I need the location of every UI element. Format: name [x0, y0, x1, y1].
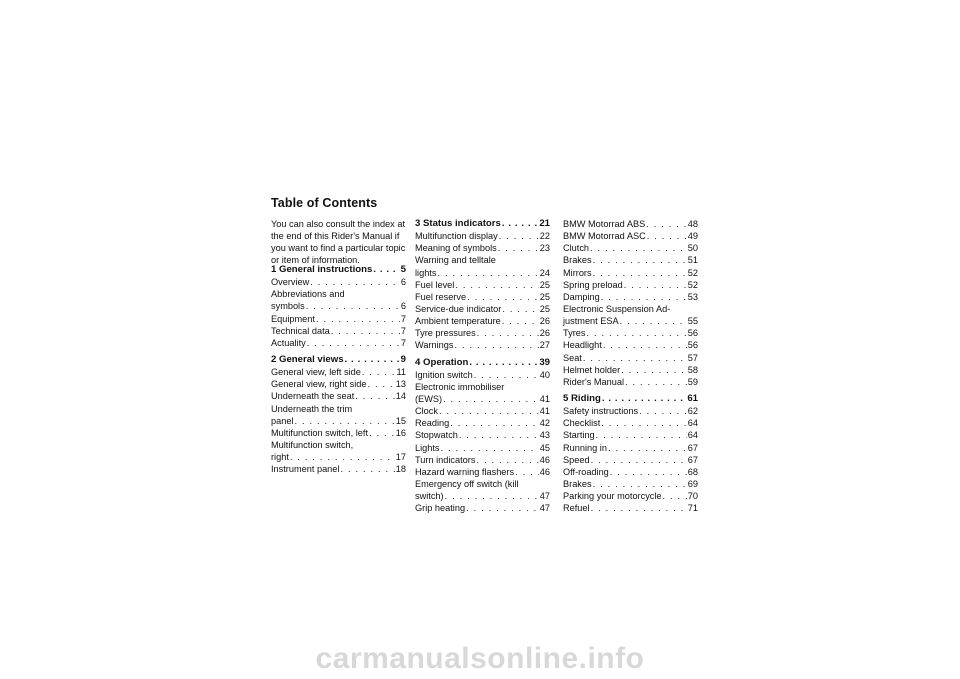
toc-entry[interactable]	[271, 325, 406, 337]
toc-page-number: 21	[539, 218, 550, 229]
dot-leader	[294, 415, 394, 427]
dot-leader	[316, 313, 400, 325]
toc-page-number: 43	[539, 430, 550, 441]
toc-entry[interactable]	[271, 337, 406, 349]
toc-page-number: 18	[395, 464, 406, 475]
toc-page-number: 56	[687, 340, 698, 351]
dot-leader	[499, 230, 539, 242]
toc-entry[interactable]	[271, 366, 406, 378]
toc-page-number: 59	[687, 376, 698, 387]
toc-chapter-heading[interactable]	[415, 218, 550, 230]
toc-page-number: 48	[687, 219, 698, 229]
toc-entry[interactable]	[271, 300, 406, 312]
dot-leader	[441, 442, 539, 454]
toc-entry-label: Reading	[415, 418, 450, 429]
toc-entry-label: Checklist	[563, 418, 601, 429]
toc-page-number: 13	[395, 379, 406, 390]
dot-leader	[466, 502, 539, 514]
toc-entry-label: justment ESA	[563, 316, 619, 327]
toc-entry-label: Ambient temperature	[415, 316, 501, 327]
toc-page-number: 45	[539, 442, 550, 453]
toc-page-number: 41	[539, 406, 550, 417]
dot-leader	[437, 267, 538, 279]
dot-leader	[602, 393, 686, 405]
toc-entry[interactable]	[271, 463, 406, 475]
toc-entry[interactable]	[415, 490, 550, 502]
toc-entry[interactable]	[415, 466, 550, 478]
toc-page-number: 67	[687, 454, 698, 465]
intro-line: You can also consult the index at	[271, 219, 405, 229]
toc-page-number: 40	[539, 369, 550, 380]
toc-entry[interactable]	[563, 254, 698, 266]
toc-entry[interactable]	[563, 502, 698, 514]
toc-entry-label: Warnings	[415, 340, 454, 351]
toc-entry-label: BMW Motorrad ASC	[563, 231, 646, 242]
dot-leader	[373, 264, 399, 276]
toc-page-number: 27	[539, 340, 550, 351]
dot-leader	[624, 279, 687, 291]
dot-leader	[591, 502, 687, 514]
toc-entry[interactable]	[563, 230, 698, 242]
dot-leader	[621, 364, 687, 376]
toc-entry[interactable]	[415, 454, 550, 466]
dot-leader	[443, 393, 539, 405]
toc-entry-label: Helmet holder	[563, 364, 621, 375]
toc-entry[interactable]	[563, 490, 698, 502]
toc-entry-label: Mirrors	[563, 267, 592, 278]
toc-page-number: 51	[687, 255, 698, 266]
toc-entry[interactable]	[415, 502, 550, 514]
toc-entry-label: Overview	[271, 277, 310, 288]
dot-leader	[625, 376, 687, 388]
toc-entry-line[interactable]: Warning and telltale	[415, 255, 496, 266]
toc-entry[interactable]	[415, 230, 550, 242]
toc-entry[interactable]	[415, 442, 550, 454]
toc-entry-line[interactable]: Emergency off switch (kill	[415, 478, 519, 489]
toc-page-number: 47	[539, 503, 550, 514]
toc-page-number: 7	[400, 325, 406, 336]
dot-leader	[306, 300, 400, 312]
toc-entry-label: Meaning of symbols	[415, 243, 497, 254]
toc-page-number: 69	[687, 478, 698, 489]
dot-leader	[663, 490, 687, 502]
toc-page-number: 17	[395, 452, 406, 463]
toc-entry[interactable]	[271, 427, 406, 439]
toc-entry-label: Instrument panel	[271, 464, 340, 475]
toc-entry-label: lights	[415, 267, 437, 278]
toc-entry[interactable]	[563, 429, 698, 441]
toc-page-number: 9	[400, 353, 406, 365]
toc-entry-line[interactable]: Multifunction switch,	[271, 439, 354, 450]
dot-leader	[331, 325, 400, 337]
toc-page-number: 41	[539, 393, 550, 404]
dot-leader	[583, 352, 687, 364]
toc-page-number: 57	[687, 352, 698, 363]
toc-page-number: 68	[687, 466, 698, 477]
toc-entry[interactable]	[415, 242, 550, 254]
dot-leader	[455, 279, 538, 291]
toc-entry-label: Seat	[563, 352, 582, 363]
toc-entry[interactable]	[563, 352, 698, 364]
toc-entry[interactable]	[563, 466, 698, 478]
toc-page-number: 7	[400, 337, 406, 348]
dot-leader	[593, 254, 687, 266]
dot-leader	[601, 291, 687, 303]
dot-leader	[596, 429, 687, 441]
toc-page-number: 25	[539, 279, 550, 290]
toc-page-number: 22	[539, 231, 550, 242]
dot-leader	[368, 378, 395, 390]
dot-leader	[502, 315, 539, 327]
toc-entry-label: Speed	[563, 454, 590, 465]
toc-entry[interactable]	[415, 429, 550, 441]
toc-page-number: 64	[687, 418, 698, 429]
dot-leader	[476, 454, 538, 466]
toc-entry-label: Ignition switch	[415, 369, 473, 380]
toc-entry-label: Tyres	[563, 328, 586, 339]
toc-page-number: 47	[539, 491, 550, 502]
dot-leader	[467, 291, 539, 303]
toc-entry-label: Brakes	[563, 478, 592, 489]
dot-leader	[502, 303, 538, 315]
toc-page-number: 39	[539, 356, 550, 368]
dot-leader	[469, 357, 538, 369]
toc-page-number: 42	[539, 418, 550, 429]
toc-page-number: 15	[395, 415, 406, 426]
dot-leader	[340, 463, 394, 475]
dot-leader	[345, 354, 400, 366]
toc-page-number: 53	[687, 291, 698, 302]
toc-entry-label: Headlight	[563, 340, 602, 351]
dot-leader	[590, 242, 687, 254]
toc-entry[interactable]	[415, 279, 550, 291]
toc-entry[interactable]	[563, 478, 698, 490]
intro-line: or item of information.	[271, 255, 360, 266]
toc-entry-label: Spring preload	[563, 279, 623, 290]
dot-leader	[498, 242, 539, 254]
toc-entry[interactable]	[415, 417, 550, 429]
toc-page-number: 24	[539, 267, 550, 278]
toc-page-number: 61	[687, 392, 698, 404]
toc-entry[interactable]	[271, 390, 406, 402]
toc-entry[interactable]	[563, 339, 698, 351]
toc-entry-label: 5 Riding	[563, 392, 601, 404]
toc-page-number: 25	[539, 303, 550, 314]
dot-leader	[515, 466, 539, 478]
toc-entry[interactable]	[563, 442, 698, 454]
dot-leader	[310, 276, 400, 288]
toc-entry-line[interactable]: Electronic Suspension Ad-	[563, 303, 671, 314]
toc-page-number: 58	[687, 364, 698, 375]
dot-leader	[459, 429, 539, 441]
toc-page-number: 11	[396, 367, 406, 378]
dot-leader	[445, 490, 539, 502]
dot-leader	[586, 327, 686, 339]
toc-page-number: 52	[687, 267, 698, 278]
toc-entry-label: Multifunction switch, left	[271, 427, 369, 438]
dot-leader	[647, 230, 687, 242]
intro-line: you want to find a particular topic	[271, 243, 406, 254]
toc-page-number: 52	[687, 279, 698, 290]
toc-entry[interactable]	[563, 267, 698, 279]
toc-entry[interactable]	[415, 291, 550, 303]
toc-entry-label: Tyre pressures	[415, 328, 476, 339]
toc-page-number: 25	[539, 291, 550, 302]
toc-page-number: 55	[687, 316, 698, 327]
dot-leader	[307, 337, 400, 349]
toc-entry[interactable]	[415, 303, 550, 315]
toc-entry-label: 2 General views	[271, 353, 344, 365]
toc-page-number: 26	[539, 328, 550, 339]
toc-entry[interactable]	[415, 393, 550, 405]
toc-entry[interactable]	[563, 291, 698, 303]
toc-entry-label: Equipment	[271, 313, 315, 324]
dot-leader	[610, 466, 687, 478]
toc-entry[interactable]	[415, 315, 550, 327]
toc-entry-label: symbols	[271, 301, 305, 312]
toc-entry-label: Running in	[563, 442, 607, 453]
toc-entry-label: Multifunction display	[415, 231, 498, 242]
toc-entry[interactable]	[563, 327, 698, 339]
toc-page-number: 23	[539, 243, 550, 254]
toc-entry-label: switch)	[415, 491, 444, 502]
toc-entry-line[interactable]: Underneath the trim	[271, 403, 353, 414]
toc-entry-label: right	[271, 452, 289, 463]
toc-entry[interactable]	[563, 218, 698, 230]
toc-page-number: 56	[687, 328, 698, 339]
toc-entry-label: Clock	[415, 406, 438, 417]
toc-entry-label: 4 Operation	[415, 356, 469, 368]
toc-chapter-heading[interactable]	[271, 354, 406, 366]
toc-column-2	[415, 218, 550, 514]
toc-column-1	[271, 264, 406, 475]
dot-leader	[369, 427, 395, 439]
toc-entry-label: BMW Motorrad ABS	[563, 219, 646, 229]
toc-page-number: 46	[539, 466, 550, 477]
dot-leader	[593, 478, 687, 490]
toc-page-number: 49	[687, 231, 698, 242]
toc-entry-label: Technical data	[271, 325, 330, 336]
toc-entry-label: Hazard warning flashers	[415, 466, 515, 477]
toc-entry-label: Grip heating	[415, 503, 466, 514]
toc-entry-label: Clutch	[563, 243, 590, 254]
toc-entry-label: Safety instructions	[563, 406, 639, 417]
page-title: Table of Contents	[271, 196, 378, 210]
toc-page-number: 26	[539, 316, 550, 327]
toc-entry[interactable]	[271, 415, 406, 427]
toc-page-number: 16	[395, 427, 406, 438]
toc-entry-label: Fuel reserve	[415, 291, 467, 302]
watermark: carmanualsonline.info	[315, 642, 645, 675]
toc-chapter-heading[interactable]	[563, 393, 698, 405]
toc-entry-label: Service-due indicator	[415, 303, 502, 314]
toc-chapter-heading[interactable]	[415, 357, 550, 369]
intro-paragraph	[271, 218, 407, 267]
toc-entry[interactable]	[563, 454, 698, 466]
toc-entry-label: 3 Status indicators	[415, 218, 501, 229]
dot-leader	[591, 454, 687, 466]
dot-leader	[454, 339, 538, 351]
intro-line: the end of this Rider's Manual if	[271, 231, 400, 242]
dot-leader	[646, 218, 687, 230]
toc-entry-label: General view, right side	[271, 379, 367, 390]
dot-leader	[290, 451, 395, 463]
toc-entry[interactable]	[563, 405, 698, 417]
toc-entry-label: Turn indicators	[415, 454, 476, 465]
toc-entry-label: Starting	[563, 430, 595, 441]
toc-chapter-heading[interactable]	[271, 264, 406, 276]
dot-leader	[639, 405, 687, 417]
toc-entry[interactable]	[415, 267, 550, 279]
dot-leader	[355, 390, 395, 402]
toc-entry[interactable]	[563, 242, 698, 254]
dot-leader	[593, 267, 687, 279]
toc-entry[interactable]	[563, 417, 698, 429]
toc-entry[interactable]	[563, 364, 698, 376]
toc-entry-label: Rider's Manual	[563, 376, 624, 387]
dot-leader	[608, 442, 687, 454]
toc-entry-label: Underneath the seat	[271, 391, 355, 402]
toc-entry-label: Refuel	[563, 503, 590, 514]
toc-column-3	[563, 218, 698, 514]
toc-page-number: 50	[687, 243, 698, 254]
toc-page-number: 64	[687, 430, 698, 441]
toc-page-number: 46	[539, 454, 550, 465]
dot-leader	[502, 218, 538, 230]
toc-entry[interactable]	[563, 376, 698, 388]
toc-page-number: 62	[687, 406, 698, 417]
dot-leader	[474, 369, 539, 381]
toc-entry[interactable]	[415, 327, 550, 339]
toc-entry[interactable]	[415, 405, 550, 417]
toc-entry-label: Lights	[415, 442, 440, 453]
toc-entry[interactable]	[563, 315, 698, 327]
toc-entry[interactable]	[563, 279, 698, 291]
toc-entry-label: Off-roading	[563, 466, 609, 477]
dot-leader	[601, 417, 686, 429]
toc-entry-label: Parking your motorcycle	[563, 491, 662, 502]
toc-page-number: 7	[400, 313, 406, 324]
toc-page-number: 6	[400, 301, 406, 312]
toc-page-number: 14	[395, 391, 406, 402]
dot-leader	[450, 417, 539, 429]
toc-entry-label: Brakes	[563, 255, 592, 266]
toc-entry[interactable]	[415, 339, 550, 351]
toc-page-number: 71	[687, 503, 698, 514]
toc-entry[interactable]	[271, 378, 406, 390]
toc-page-number: 67	[687, 442, 698, 453]
toc-entry-label: Stopwatch	[415, 430, 458, 441]
toc-entry-label: Actuality	[271, 337, 306, 348]
toc-entry[interactable]	[271, 313, 406, 325]
toc-page-number: 70	[687, 491, 698, 502]
toc-entry-label: (EWS)	[415, 393, 443, 404]
toc-entry-label: panel	[271, 415, 294, 426]
toc-entry[interactable]	[271, 276, 406, 288]
dot-leader	[362, 366, 396, 378]
toc-entry-line[interactable]: Electronic immobiliser	[415, 381, 505, 392]
toc-entry-line[interactable]: Abbreviations and	[271, 289, 345, 300]
toc-page-number: 6	[400, 277, 406, 288]
toc-entry-label: 1 General instructions	[271, 264, 373, 275]
dot-leader	[603, 339, 687, 351]
toc-entry-label: Fuel level	[415, 279, 455, 290]
toc-entry[interactable]	[271, 451, 406, 463]
toc-entry-label: Damping	[563, 291, 600, 302]
toc-page-number: 5	[400, 264, 406, 275]
toc-entry[interactable]	[415, 369, 550, 381]
dot-leader	[439, 405, 539, 417]
toc-entry-label: General view, left side	[271, 367, 361, 378]
dot-leader	[477, 327, 539, 339]
dot-leader	[620, 315, 687, 327]
